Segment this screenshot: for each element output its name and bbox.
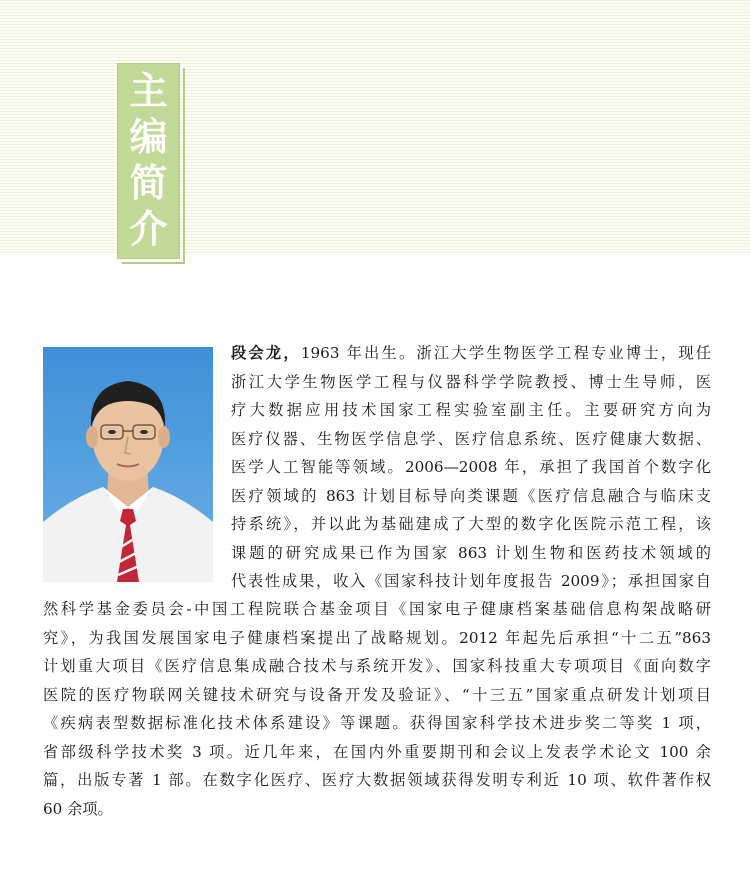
bio-line: 代表性成果，收入《国家科技计划年度报告 2009》；承担国家自 bbox=[231, 572, 711, 590]
author-name: 段会龙， bbox=[231, 344, 301, 362]
bio-line: 《疾病表型数据标准化技术体系建设》等课题。获得国家科学技术进步奖二等奖 1 项， bbox=[43, 714, 711, 732]
bio-line-last: 60 余项。 bbox=[43, 799, 113, 818]
bio-line: 疗大数据应用技术国家工程实验室副主任。主要研究方向为 bbox=[231, 401, 711, 419]
bio-bottom-paragraph bbox=[43, 595, 711, 823]
bio-line: 持系统》，并以此为基础建成了大型的数字化医院示范工程，该 bbox=[231, 515, 711, 533]
bio-line: 究》，为我国发展国家电子健康档案提出了战略规划。2012 年起先后承担“十二五”863 bbox=[43, 628, 711, 647]
bio-line: 医疗仪器、生物医学信息学、医疗信息系统、医疗健康大数据、 bbox=[231, 429, 711, 448]
bio-line: 医学人工智能等领域。2006—2008 年，承担了我国首个数字化 bbox=[231, 458, 711, 476]
bio-line: 段会龙，1963 年出生。浙江大学生物医学工程专业博士，现任 bbox=[231, 344, 711, 362]
bio-line: 浙江大学生物医学工程与仪器科学学院教授、博士生导师，医 bbox=[231, 372, 711, 391]
author-portrait bbox=[43, 347, 213, 582]
bio-line: 省部级科学技术奖 3 项。近几年来，在国内外重要期刊和会议上发表学术论文 100 余 bbox=[43, 742, 711, 761]
bio-line: 然科学基金委员会-中国工程院联合基金项目《国家电子健康档案基础信息构架战略研 bbox=[43, 600, 711, 618]
bio-line: 课题的研究成果已作为国家 863 计划生物和医药技术领域的 bbox=[231, 543, 711, 562]
bio-line: 医疗领域的 863 计划目标导向类课题《医疗信息融合与临床支 bbox=[231, 486, 711, 505]
bio-line: 计划重大项目《医疗信息集成融合技术与系统开发》、国家科技重大专项项目《面向数字 bbox=[43, 657, 711, 675]
section-title: 主 编 简 介 bbox=[129, 69, 168, 251]
bio-line: 篇，出版专著 1 部。在数字化医疗、医疗大数据领域获得发明专利近 10 项、软件著作权 bbox=[43, 771, 711, 789]
header-band bbox=[0, 0, 750, 255]
bio-line: 医院的医疗物联网关键技术研究与设备开发及验证》、“十三五”国家重点研发计划项目 bbox=[43, 685, 711, 704]
bio-top-paragraph bbox=[231, 339, 711, 596]
